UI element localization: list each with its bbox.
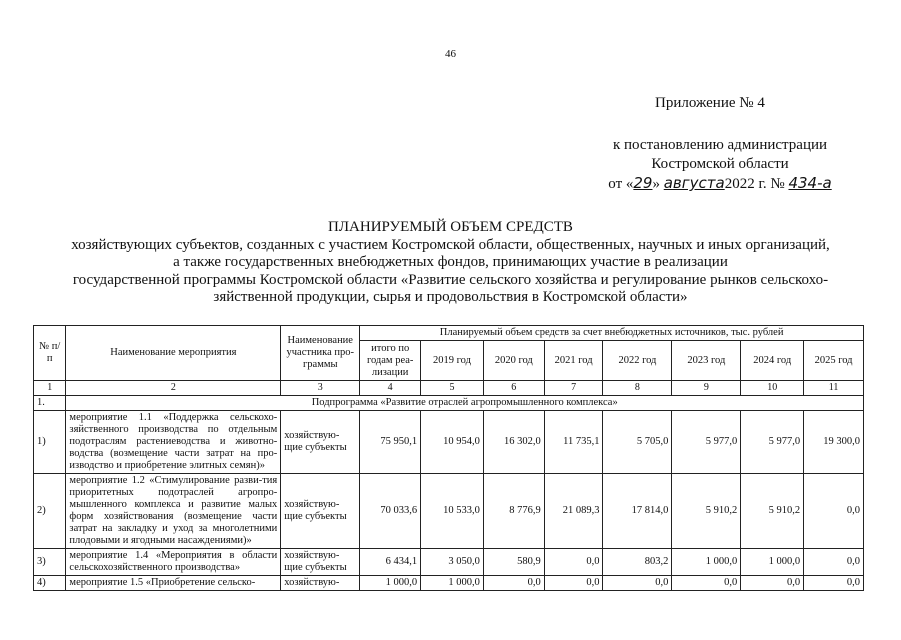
row-value-2022: 17 814,0 [603,474,672,549]
row-measure-name: мероприятие 1.2 «Стимулирование разви-тия приоритетных подотраслей агропро-мышленного комплекса и развитие малых форм хозяйствования (возмещение части затрат на закладку и уход за многолетними плодовыми и ягодными насаждениями)» [66,474,281,549]
header-year-2023: 2023 год [672,341,741,381]
row-total: 1 000,0 [360,576,421,591]
header-year-2020: 2020 год [483,341,544,381]
row-value-2020: 580,9 [483,549,544,576]
decree-line-1: к постановлению администрации [612,137,828,153]
decree-year: 2022 г. № [724,176,785,192]
header-year-2022: 2022 год [603,341,672,381]
table-row [34,474,864,549]
document-title [30,219,871,307]
row-measure-name: мероприятие 1.4 «Мероприятия в области сельскохозяйственного производства» [66,549,281,576]
row-value-2025: 0,0 [804,474,864,549]
row-value-2020: 8 776,9 [483,474,544,549]
decree-number: 434-а [788,174,832,192]
row-value-2025: 0,0 [804,576,864,591]
column-number: 5 [421,381,484,396]
header-group: Планируемый объем средств за счет внебюджетных источников, тыс. рублей [360,326,864,341]
column-number-row [34,381,864,396]
header-year-2019: 2019 год [421,341,484,381]
decree-prefix: от « [608,176,634,192]
row-value-2019: 1 000,0 [421,576,484,591]
row-value-2019: 10 533,0 [421,474,484,549]
row-value-2023: 5 910,2 [672,474,741,549]
row-value-2025: 0,0 [804,549,864,576]
row-value-2022: 803,2 [603,549,672,576]
row-value-2023: 0,0 [672,576,741,591]
row-total: 70 033,6 [360,474,421,549]
decree-block [540,136,900,194]
subprogram-title: Подпрограмма «Развитие отраслей агропромышленного комплекса» [66,396,864,411]
row-participant: хозяйствую-щие субъекты [281,411,360,474]
decree-line-2: Костромской области [651,156,789,172]
table-row [34,576,864,591]
table-row [34,549,864,576]
row-value-2024: 5 977,0 [741,411,804,474]
row-num: 3) [34,549,66,576]
row-value-2023: 5 977,0 [672,411,741,474]
column-number: 8 [603,381,672,396]
column-number: 1 [34,381,66,396]
title-heading: ПЛАНИРУЕМЫЙ ОБЪЕМ СРЕДСТВ [328,219,573,235]
column-number: 10 [741,381,804,396]
title-line-2: а также государственных внебюджетных фондов, принимающих участие в реализации [173,254,728,270]
decree-mid: » [652,176,660,192]
row-value-2019: 10 954,0 [421,411,484,474]
appendix-label: Приложение № 4 [655,95,765,111]
row-value-2021: 0,0 [544,549,603,576]
header-num: № п/п [34,326,66,381]
row-value-2024: 5 910,2 [741,474,804,549]
row-value-2024: 1 000,0 [741,549,804,576]
row-participant: хозяйствую-щие субъекты [281,549,360,576]
row-measure-name: мероприятие 1.1 «Поддержка сельскохо-зяйственного производства по отдельным подотраслям растениеводства и животно-водства (возмещение части затрат на про-изводство и приобретение элитных семян)» [66,411,281,474]
column-number: 2 [66,381,281,396]
header-total: итого по годам реа-лизации [360,341,421,381]
decree-day: 29 [633,174,653,192]
title-line-4: зяйственной продукции, сырья и продовольствия в Костромской области» [213,289,688,305]
subprogram-num: 1. [34,396,66,411]
column-number: 9 [672,381,741,396]
column-number: 6 [483,381,544,396]
decree-month: августа [663,174,725,192]
row-value-2022: 5 705,0 [603,411,672,474]
title-line-1: хозяйствующих субъектов, созданных с участием Костромской области, общественных, научных и иных организаций, [71,236,830,253]
row-value-2022: 0,0 [603,576,672,591]
row-total: 6 434,1 [360,549,421,576]
title-line-3: государственной программы Костромской области «Развитие сельского хозяйства и регулирование рынков сельскохо- [72,271,829,288]
decree-date-line [540,174,900,194]
row-value-2021: 21 089,3 [544,474,603,549]
row-value-2021: 0,0 [544,576,603,591]
column-number: 11 [804,381,864,396]
header-participant: Наименование участника про-граммы [281,326,360,381]
column-number: 3 [281,381,360,396]
row-num: 2) [34,474,66,549]
header-year-2021: 2021 год [544,341,603,381]
page-number: 46 [445,48,456,60]
row-value-2020: 0,0 [483,576,544,591]
row-total: 75 950,1 [360,411,421,474]
column-number: 4 [360,381,421,396]
row-participant: хозяйствую- [281,576,360,591]
row-num: 4) [34,576,66,591]
row-value-2021: 11 735,1 [544,411,603,474]
subprogram-row [34,396,864,411]
table-row [34,411,864,474]
header-name: Наименование мероприятия [66,326,281,381]
row-measure-name: мероприятие 1.5 «Приобретение сельско- [66,576,281,591]
row-participant: хозяйствую-щие субъекты [281,474,360,549]
header-year-2025: 2025 год [804,341,864,381]
header-year-2024: 2024 год [741,341,804,381]
plan-table [33,325,864,591]
header-row-1 [34,326,864,341]
row-value-2019: 3 050,0 [421,549,484,576]
row-value-2023: 1 000,0 [672,549,741,576]
row-value-2024: 0,0 [741,576,804,591]
row-value-2025: 19 300,0 [804,411,864,474]
row-value-2020: 16 302,0 [483,411,544,474]
column-number: 7 [544,381,603,396]
row-num: 1) [34,411,66,474]
